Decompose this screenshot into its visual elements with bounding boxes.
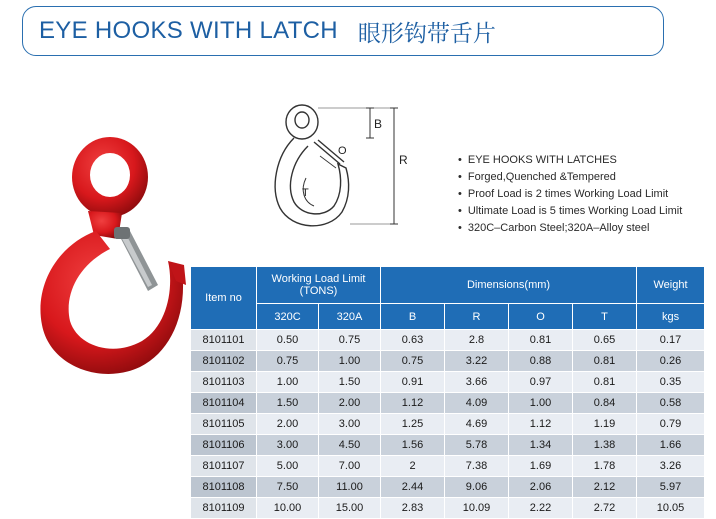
table-cell: 1.38 [573,435,637,456]
table-cell: 2.44 [381,477,445,498]
column-header: 320C [257,304,319,330]
table-cell: 0.35 [637,372,705,393]
page-title-chinese: 眼形钩带舌片 [357,20,496,47]
table-cell: 2.00 [257,414,319,435]
table-row [191,393,705,414]
table-row [191,351,705,372]
specification-table-body [191,330,705,519]
item-number-cell: 8101103 [191,372,257,393]
table-cell: 3.66 [445,372,509,393]
table-cell: 0.75 [319,330,381,351]
feature-item: • Forged,Quenched &Tempered [458,169,682,186]
table-row [191,372,705,393]
table-cell: 4.50 [319,435,381,456]
weight-header: Weight [637,267,705,304]
feature-item: • Proof Load is 2 times Working Load Limit [458,186,682,203]
feature-item: • EYE HOOKS WITH LATCHES [458,152,682,169]
table-cell: 2.83 [381,498,445,519]
table-cell: 7.38 [445,456,509,477]
table-cell: 5.78 [445,435,509,456]
table-cell: 0.91 [381,372,445,393]
table-cell: 3.00 [319,414,381,435]
table-cell: 3.00 [257,435,319,456]
dimension-label-t: T [302,187,309,199]
dimension-label-b: B [374,117,383,131]
table-cell: 4.09 [445,393,509,414]
table-cell: 1.78 [573,456,637,477]
table-cell: 3.22 [445,351,509,372]
table-cell: 11.00 [319,477,381,498]
table-cell: 1.19 [573,414,637,435]
table-cell: 7.00 [319,456,381,477]
column-header: kgs [637,304,705,330]
table-cell: 10.09 [445,498,509,519]
column-header: T [573,304,637,330]
table-cell: 1.34 [509,435,573,456]
title-banner [22,6,664,56]
table-cell: 15.00 [319,498,381,519]
table-cell: 1.12 [509,414,573,435]
table-row [191,435,705,456]
item-number-cell: 8101106 [191,435,257,456]
table-row [191,498,705,519]
table-cell: 1.66 [637,435,705,456]
table-cell: 10.05 [637,498,705,519]
table-cell: 1.25 [381,414,445,435]
table-cell: 2.22 [509,498,573,519]
table-cell: 1.69 [509,456,573,477]
feature-list [458,152,682,237]
table-cell: 2.12 [573,477,637,498]
item-number-cell: 8101104 [191,393,257,414]
item-number-cell: 8101101 [191,330,257,351]
table-cell: 2.06 [509,477,573,498]
feature-item: • 320C–Carbon Steel;320A–Alloy steel [458,220,682,237]
item-number-cell: 8101108 [191,477,257,498]
page-title: EYE HOOKS WITH LATCH [39,17,338,44]
table-row [191,477,705,498]
table-cell: 0.17 [637,330,705,351]
table-cell: 0.26 [637,351,705,372]
working-load-header: Working Load Limit (TONS) [257,267,381,304]
table-cell: 2.72 [573,498,637,519]
table-row [191,456,705,477]
table-cell: 0.97 [509,372,573,393]
table-cell: 2.00 [319,393,381,414]
table-cell: 2.8 [445,330,509,351]
table-cell: 1.00 [257,372,319,393]
column-header: R [445,304,509,330]
table-cell: 5.00 [257,456,319,477]
eye-hook-photo [18,135,198,385]
table-cell: 10.00 [257,498,319,519]
table-cell: 0.88 [509,351,573,372]
table-cell: 1.00 [509,393,573,414]
item-number-cell: 8101105 [191,414,257,435]
table-cell: 2 [381,456,445,477]
item-number-cell: 8101102 [191,351,257,372]
table-cell: 7.50 [257,477,319,498]
table-cell: 0.65 [573,330,637,351]
table-cell: 3.26 [637,456,705,477]
table-cell: 0.81 [573,351,637,372]
table-cell: 1.12 [381,393,445,414]
item-number-cell: 8101107 [191,456,257,477]
hook-dimension-diagram [262,98,422,248]
table-row [191,330,705,351]
table-cell: 0.63 [381,330,445,351]
item-no-header: Item no [191,267,257,330]
table-cell: 0.84 [573,393,637,414]
table-cell: 1.50 [257,393,319,414]
table-cell: 4.69 [445,414,509,435]
table-cell: 0.50 [257,330,319,351]
table-cell: 0.81 [573,372,637,393]
table-cell: 0.75 [257,351,319,372]
dimension-label-o: O [338,145,347,157]
table-cell: 0.81 [509,330,573,351]
table-cell: 0.79 [637,414,705,435]
table-cell: 0.75 [381,351,445,372]
specification-table [190,266,705,519]
table-cell: 1.00 [319,351,381,372]
item-number-cell: 8101109 [191,498,257,519]
dimension-label-r: R [399,153,408,167]
table-cell: 9.06 [445,477,509,498]
table-cell: 5.97 [637,477,705,498]
column-header: 320A [319,304,381,330]
table-cell: 0.58 [637,393,705,414]
feature-item: • Ultimate Load is 5 times Working Load Limit [458,203,682,220]
column-header: B [381,304,445,330]
table-cell: 1.56 [381,435,445,456]
dimensions-header: Dimensions(mm) [381,267,637,304]
table-cell: 1.50 [319,372,381,393]
table-row [191,414,705,435]
column-header: O [509,304,573,330]
